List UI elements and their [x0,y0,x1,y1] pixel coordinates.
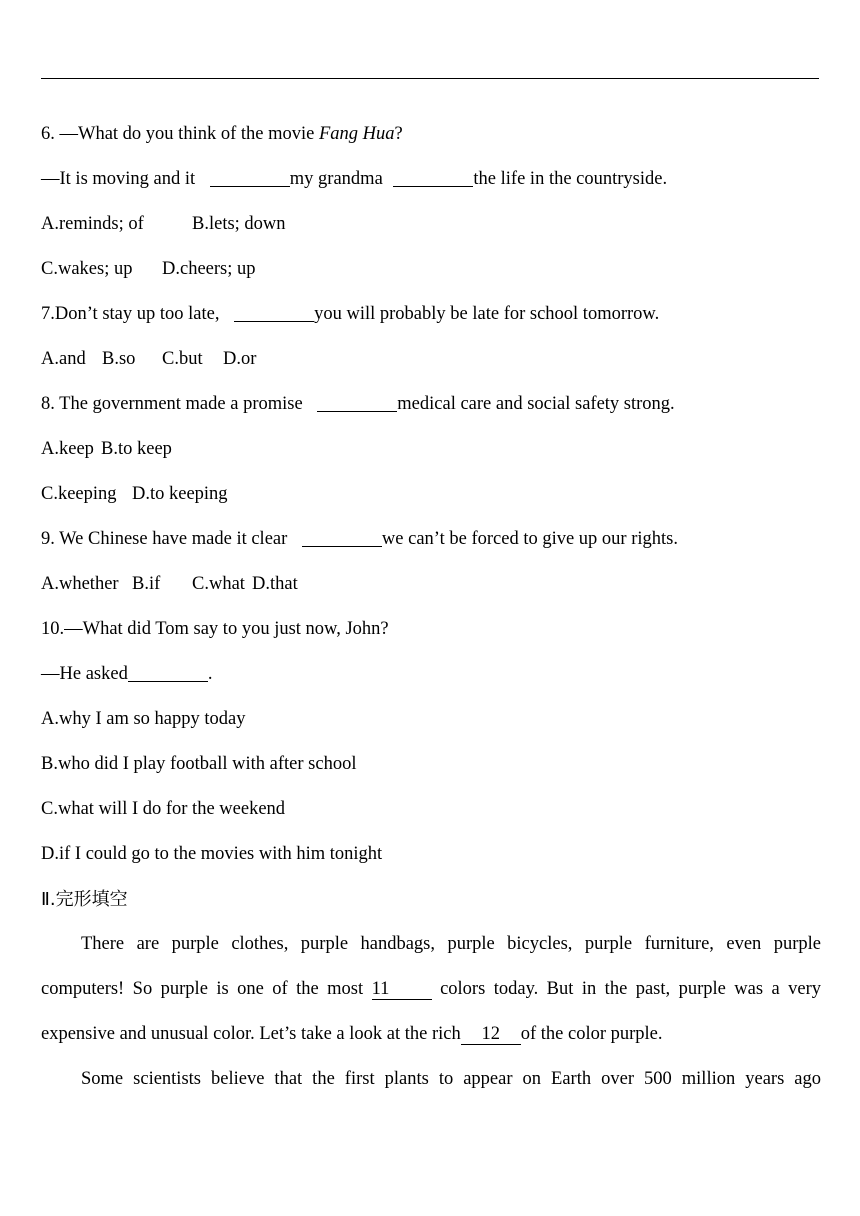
question-text: 10.—What did Tom say to you just now, John? [41,619,389,639]
passage-line: Some scientists believe that the first plants to appear on Earth over 500 million years ago [81,1069,821,1089]
question-10-prompt [41,607,821,652]
passage-line [41,1012,821,1057]
section-heading: Ⅱ.完形填空 [41,889,128,910]
option-b[interactable]: B.who did I play football with after school [41,754,357,774]
question-6-line2 [41,157,821,202]
option-c[interactable]: C.what [192,574,245,594]
question-text: we can’t be forced to give up our rights. [381,529,678,549]
answer-blank[interactable] [234,303,314,322]
option-a[interactable]: A.reminds; of [41,214,144,234]
question-text: 6. —What do you think of the movie [41,124,319,144]
question-6-prompt [41,112,821,157]
answer-blank[interactable] [317,393,397,412]
question-7-options [41,337,821,382]
header-rule [41,78,819,79]
answer-blank[interactable] [393,168,473,187]
question-text: you will probably be late for school tomorrow. [314,304,660,324]
answer-blank[interactable] [302,528,382,547]
option-b[interactable]: B.if [132,574,161,594]
option-a[interactable]: A.why I am so happy today [41,709,246,729]
question-text: . [207,664,213,684]
option-a[interactable]: A.whether [41,574,119,594]
question-9-options [41,562,821,607]
question-text: 8. The government made a promise [41,394,308,414]
question-8-options-row-1 [41,427,821,472]
passage-text: of the color purple. [520,1024,663,1044]
question-7-prompt [41,292,821,337]
question-6-options-row-1 [41,202,821,247]
cloze-blank-11[interactable]: 11 [372,979,432,1000]
question-text: 9. We Chinese have made it clear [41,529,292,549]
option-d[interactable]: D.cheers; up [162,259,256,279]
passage-line: There are purple clothes, purple handbags, purple bicycles, purple furniture, even purple [81,934,821,954]
answer-blank[interactable] [210,168,290,187]
option-d[interactable]: D.to keeping [132,484,228,504]
option-c[interactable]: C.keeping [41,484,117,504]
option-d[interactable]: D.or [223,349,257,369]
question-10-line2 [41,652,821,697]
option-b[interactable]: B.so [102,349,136,369]
movie-title: Fang Hua [318,124,395,144]
answer-blank[interactable] [128,663,208,682]
question-8-prompt [41,382,821,427]
question-text: 7.Don’t stay up too late, [41,304,225,324]
passage-text: colors today. But in the past, purple was a very [440,979,822,999]
option-c[interactable]: C.but [162,349,203,369]
passage-text: computers! So purple is one of the most [41,979,364,999]
option-c[interactable]: C.wakes; up [41,259,133,279]
question-text: —It is moving and it [41,169,200,189]
question-6-options-row-2 [41,247,821,292]
question-9-prompt [41,517,821,562]
option-a[interactable]: A.keep [41,439,94,459]
option-d[interactable]: D.if I could go to the movies with him tonight [41,844,383,864]
question-text: the life in the countryside. [473,169,668,189]
option-d[interactable]: D.that [252,574,298,594]
passage-line [41,967,821,1012]
question-text: medical care and social safety strong. [397,394,675,414]
question-text: my grandma [289,169,388,189]
cloze-blank-12[interactable]: 12 [461,1024,521,1045]
option-a[interactable]: A.and [41,349,86,369]
question-text: ? [394,124,403,144]
option-b[interactable]: B.lets; down [192,214,286,234]
question-text: —He asked [41,664,128,684]
option-b[interactable]: B.to keep [101,439,172,459]
passage-text: expensive and unusual color. Let’s take a look at the rich [41,1024,461,1044]
option-c[interactable]: C.what will I do for the weekend [41,799,286,819]
worksheet-content [41,112,821,1102]
question-8-options-row-2 [41,472,821,517]
